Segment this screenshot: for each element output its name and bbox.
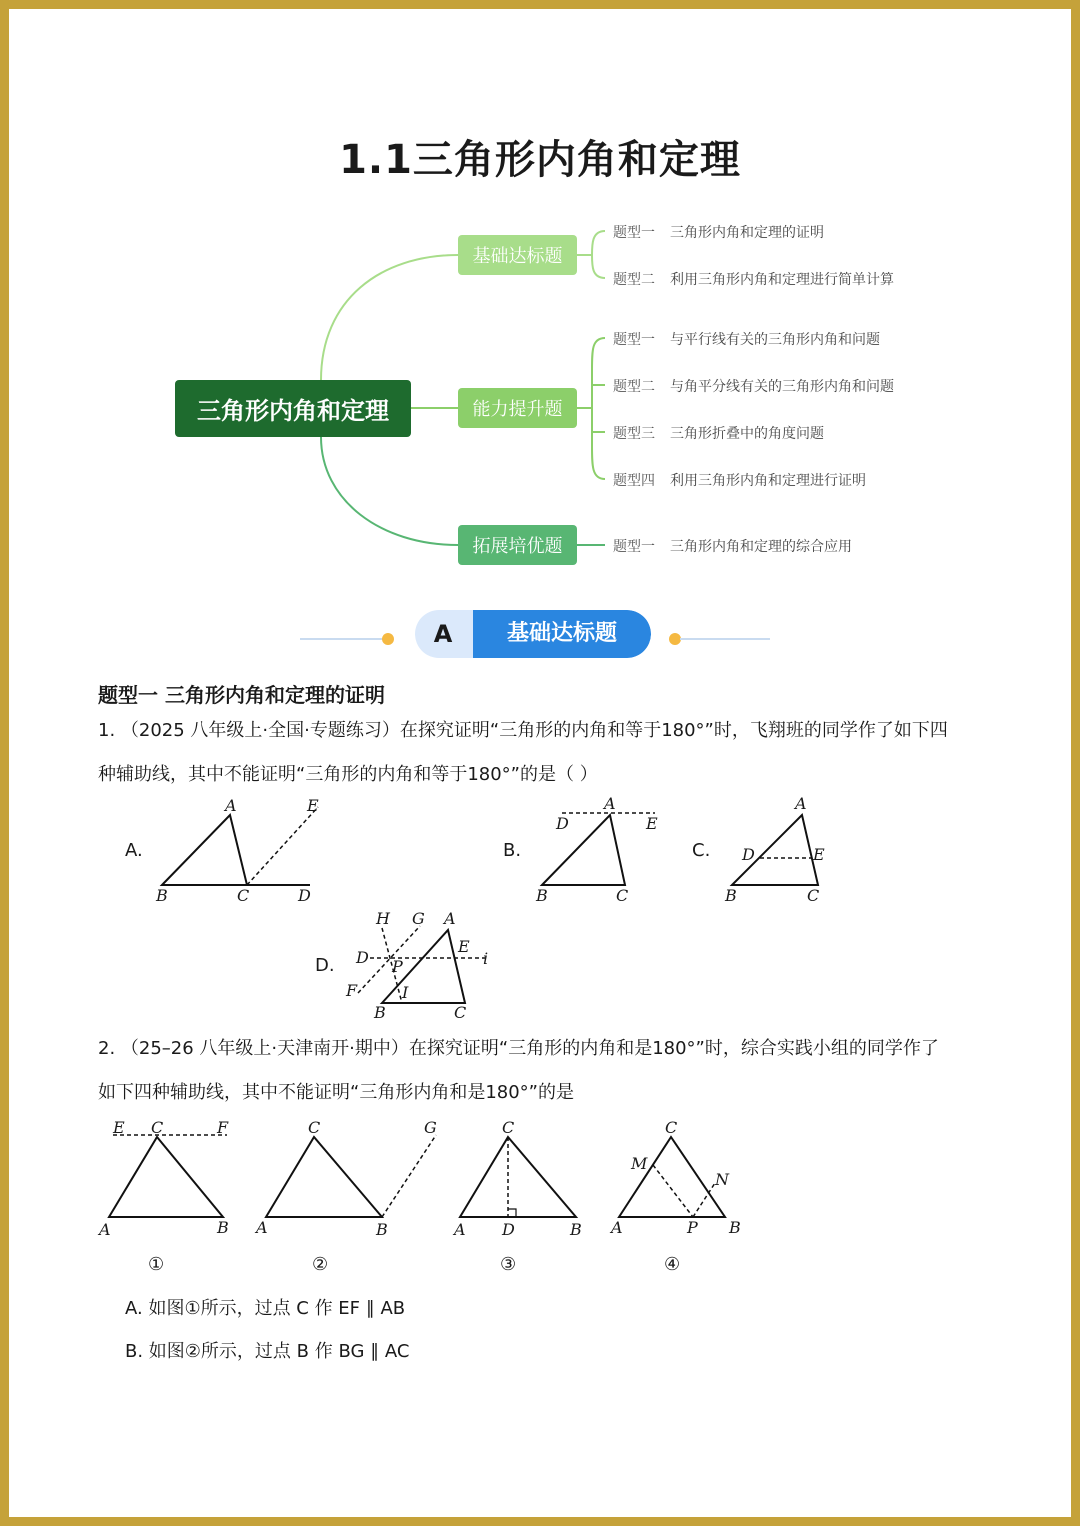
svg-text:C: C [237, 886, 250, 905]
leaf-tag: 题型四 [613, 473, 655, 489]
q1-figure-d [340, 908, 510, 1023]
svg-text:B: B [217, 1218, 229, 1237]
svg-text:B: B [156, 886, 168, 905]
leaf-text: 利用三角形内角和定理进行证明 [670, 473, 866, 489]
leaf-tag: 题型二 [613, 379, 655, 395]
svg-text:A: A [444, 909, 456, 928]
svg-text:H: H [376, 909, 390, 928]
q1-figure-b [530, 795, 670, 905]
svg-text:D: D [356, 948, 369, 967]
section-banner [415, 610, 651, 658]
svg-text:C: C [665, 1118, 678, 1137]
leaf-tag: 题型一 [613, 332, 655, 348]
figure-number-1: ① [148, 1254, 165, 1275]
svg-text:A: A [256, 1218, 268, 1237]
svg-text:C: C [807, 886, 820, 905]
mindmap-branch-advanced: 能力提升题 [458, 388, 577, 428]
svg-text:D: D [742, 845, 755, 864]
svg-text:M: M [631, 1154, 648, 1173]
page-title: 1.1三角形内角和定理 [339, 137, 741, 183]
section-title: 基础达标题 [473, 610, 651, 658]
mindmap-leaf [613, 269, 894, 289]
svg-text:B: B [536, 886, 548, 905]
mindmap-leaf [613, 470, 866, 490]
svg-text:G: G [424, 1118, 437, 1137]
q2-figure-1 [95, 1115, 240, 1240]
svg-text:E: E [813, 845, 825, 864]
svg-text:E: E [113, 1118, 125, 1137]
mindmap-leaf [613, 423, 824, 443]
svg-text:D: D [298, 886, 311, 905]
svg-text:B: B [570, 1220, 582, 1239]
svg-text:A: A [99, 1220, 111, 1239]
figure-number-2: ② [312, 1254, 329, 1275]
svg-text:B: B [725, 886, 737, 905]
svg-text:A: A [611, 1218, 623, 1237]
svg-text:P: P [392, 957, 403, 976]
svg-text:B: B [376, 1220, 388, 1239]
svg-text:B: B [374, 1003, 386, 1022]
section-letter: A [433, 620, 453, 648]
question-2-line-2: 如下四种辅助线，其中不能证明“三角形内角和是180°”的是 [98, 1082, 575, 1103]
svg-text:D: D [502, 1220, 515, 1239]
leaf-text: 与平行线有关的三角形内角和问题 [670, 332, 880, 348]
q1-option-a-label: A. [125, 840, 143, 861]
svg-text:G: G [412, 909, 425, 928]
mindmap-branch-basic: 基础达标题 [458, 235, 577, 275]
q2-answer-a: A. 如图①所示，过点 C 作 EF ∥ AB [125, 1298, 406, 1319]
q1-figure-a [150, 795, 330, 905]
leaf-text: 与角平分线有关的三角形内角和问题 [670, 379, 894, 395]
figure-number-4: ④ [664, 1254, 681, 1275]
q2-figure-3 [450, 1115, 590, 1240]
svg-text:E: E [307, 796, 319, 815]
svg-text:i: i [483, 949, 489, 968]
figure-number-3: ③ [500, 1254, 517, 1275]
mindmap-leaf [613, 329, 880, 349]
svg-text:E: E [646, 814, 658, 833]
svg-text:A: A [225, 796, 237, 815]
mindmap-leaf [613, 536, 852, 556]
leaf-text: 利用三角形内角和定理进行简单计算 [670, 272, 894, 288]
q2-figure-4 [605, 1115, 755, 1240]
svg-text:N: N [715, 1170, 729, 1189]
leaf-tag: 题型二 [613, 272, 655, 288]
leaf-text: 三角形内角和定理的综合应用 [670, 539, 852, 555]
svg-text:C: C [308, 1118, 321, 1137]
q1-option-c-label: C. [692, 840, 711, 861]
svg-text:B: B [729, 1218, 741, 1237]
svg-text:F: F [346, 981, 358, 1000]
q1-option-d-label: D. [315, 955, 335, 976]
q1-figure-c [720, 795, 840, 905]
svg-text:P: P [687, 1218, 698, 1237]
svg-text:C: C [151, 1118, 164, 1137]
question-1-line-1: 1. （2025 八年级上·全国·专题练习）在探究证明“三角形的内角和等于180°”时，飞翔班的同学作了如下四 [98, 720, 948, 741]
topic-heading: 题型一 三角形内角和定理的证明 [98, 683, 385, 707]
q1-option-b-label: B. [503, 840, 522, 861]
leaf-tag: 题型一 [613, 539, 655, 555]
mindmap-leaf [613, 376, 894, 396]
mindmap-leaf [613, 222, 824, 242]
leaf-tag: 题型一 [613, 225, 655, 241]
leaf-text: 三角形内角和定理的证明 [670, 225, 824, 241]
leaf-tag: 题型三 [613, 426, 655, 442]
mindmap-branch-extension: 拓展培优题 [458, 525, 577, 565]
svg-text:D: D [556, 814, 569, 833]
leaf-text: 三角形折叠中的角度问题 [670, 426, 824, 442]
svg-text:E: E [458, 937, 470, 956]
q2-figure-2 [250, 1115, 450, 1240]
svg-text:I: I [402, 983, 409, 1002]
q2-answer-b: B. 如图②所示，过点 B 作 BG ∥ AC [125, 1341, 410, 1362]
question-2-line-1: 2. （25–26 八年级上·天津南开·期中）在探究证明“三角形的内角和是180°”时，综合实践小组的同学作了 [98, 1038, 939, 1059]
svg-text:A: A [795, 794, 807, 813]
svg-text:C: C [502, 1118, 515, 1137]
svg-text:A: A [604, 794, 616, 813]
mindmap-root: 三角形内角和定理 [175, 380, 411, 437]
svg-text:C: C [454, 1003, 467, 1022]
svg-text:C: C [616, 886, 629, 905]
svg-text:F: F [217, 1118, 229, 1137]
svg-text:A: A [454, 1220, 466, 1239]
question-1-line-2: 种辅助线，其中不能证明“三角形的内角和等于180°”的是（ ） [98, 764, 598, 785]
